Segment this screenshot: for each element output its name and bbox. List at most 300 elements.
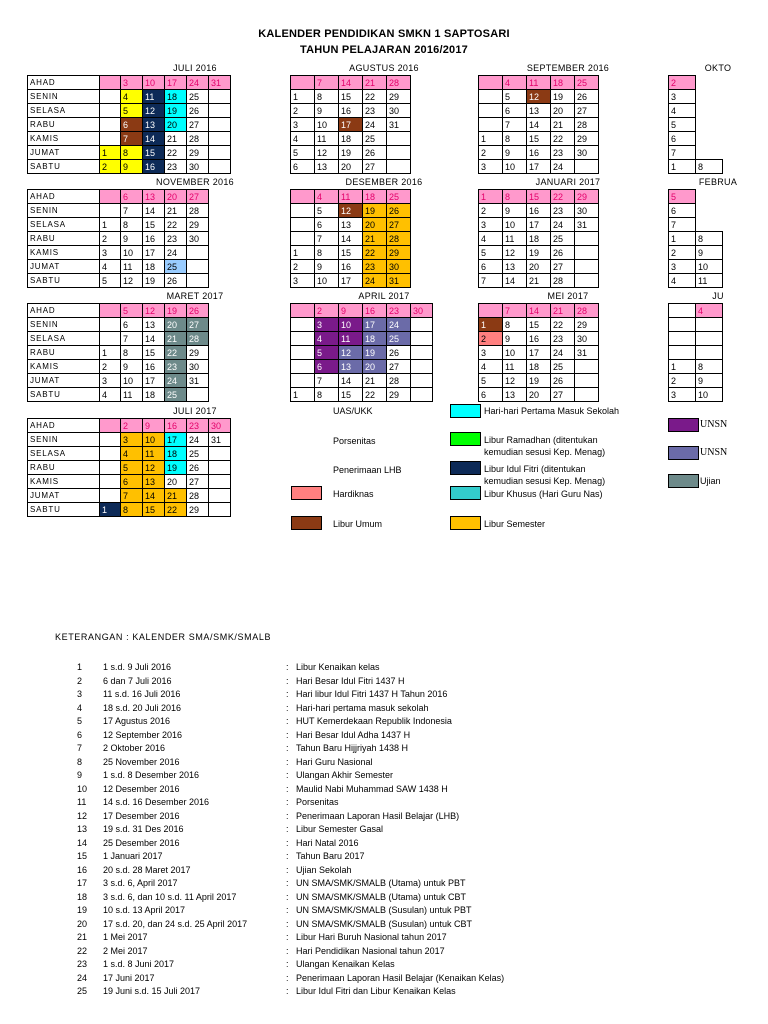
date-cell: 19 bbox=[551, 90, 575, 104]
item-number: 13 bbox=[77, 824, 88, 834]
date-cell: 13 bbox=[503, 388, 527, 402]
date-cell: 11 bbox=[143, 90, 165, 104]
date-cell: 8 bbox=[121, 218, 143, 232]
date-cell: 29 bbox=[387, 388, 411, 402]
date-cell: 28 bbox=[187, 489, 209, 503]
date-cell: 23 bbox=[363, 260, 387, 274]
date-cell bbox=[209, 118, 231, 132]
date-cell bbox=[411, 360, 433, 374]
date-cell: 2 bbox=[291, 104, 315, 118]
date-cell: 15 bbox=[339, 90, 363, 104]
item-colon: : bbox=[286, 729, 289, 740]
item-date: 12 Desember 2016 bbox=[103, 783, 180, 794]
item-colon: : bbox=[286, 810, 289, 821]
date-cell: 24 bbox=[363, 118, 387, 132]
date-cell: 24 bbox=[165, 374, 187, 388]
date-cell: 25 bbox=[551, 232, 575, 246]
month-title: AGUSTUS 2016 bbox=[349, 63, 419, 73]
item-description: Hari Natal 2016 bbox=[296, 837, 359, 848]
item-number: 12 bbox=[77, 810, 88, 821]
date-cell bbox=[411, 318, 433, 332]
date-cell: 14 bbox=[143, 332, 165, 346]
month-table bbox=[290, 189, 411, 288]
date-cell bbox=[209, 489, 231, 503]
date-cell: 3 bbox=[479, 160, 503, 174]
date-cell bbox=[100, 419, 121, 433]
legend-porsenitas-label: Porsenitas bbox=[333, 436, 376, 446]
item-colon: : bbox=[286, 743, 289, 753]
date-cell: 7 bbox=[121, 332, 143, 346]
month-table bbox=[668, 303, 723, 402]
date-cell: 17 bbox=[363, 318, 387, 332]
date-cell: 17 bbox=[527, 218, 551, 232]
date-cell: 17 bbox=[339, 118, 363, 132]
date-cell: 3 bbox=[479, 346, 503, 360]
date-cell bbox=[479, 304, 503, 318]
date-cell: 23 bbox=[165, 360, 187, 374]
date-cell: 31 bbox=[209, 76, 231, 90]
item-date: 17 s.d. 20, dan 24 s.d. 25 April 2017 bbox=[103, 918, 248, 929]
day-label: SABTU bbox=[28, 503, 100, 517]
date-cell: 25 bbox=[387, 332, 411, 346]
month-table bbox=[27, 303, 209, 402]
date-cell: 11 bbox=[121, 260, 143, 274]
date-cell: 22 bbox=[165, 218, 187, 232]
date-cell: 2 bbox=[315, 304, 339, 318]
date-cell bbox=[209, 447, 231, 461]
legend-unsn-susulan-swatch bbox=[668, 446, 699, 460]
item-colon: : bbox=[286, 864, 289, 875]
date-cell: 9 bbox=[315, 260, 339, 274]
date-cell: 18 bbox=[363, 190, 387, 204]
date-cell: 25 bbox=[387, 190, 411, 204]
date-cell bbox=[291, 374, 315, 388]
item-colon: : bbox=[286, 783, 289, 794]
date-cell: 12 bbox=[315, 146, 339, 160]
date-cell: 15 bbox=[527, 190, 551, 204]
date-cell bbox=[669, 346, 696, 360]
date-cell: 16 bbox=[363, 304, 387, 318]
date-cell: 17 bbox=[527, 160, 551, 174]
date-cell bbox=[575, 274, 599, 288]
date-cell: 21 bbox=[551, 118, 575, 132]
date-cell bbox=[669, 318, 696, 332]
date-cell: 9 bbox=[121, 160, 143, 174]
day-label: SENIN bbox=[28, 433, 100, 447]
date-cell: 1 bbox=[669, 360, 696, 374]
date-cell: 21 bbox=[165, 332, 187, 346]
date-cell: 8 bbox=[121, 346, 143, 360]
day-label: RABU bbox=[28, 461, 100, 475]
date-cell: 14 bbox=[339, 232, 363, 246]
date-cell: 4 bbox=[479, 360, 503, 374]
date-cell: 16 bbox=[527, 146, 551, 160]
date-cell bbox=[387, 132, 411, 146]
date-cell: 14 bbox=[339, 76, 363, 90]
date-cell bbox=[479, 76, 503, 90]
date-cell: 12 bbox=[121, 274, 143, 288]
date-cell bbox=[291, 218, 315, 232]
date-cell: 6 bbox=[315, 218, 339, 232]
month-table bbox=[27, 75, 231, 174]
day-label: SABTU bbox=[28, 274, 100, 288]
date-cell: 18 bbox=[363, 332, 387, 346]
date-cell: 26 bbox=[387, 346, 411, 360]
date-cell: 21 bbox=[527, 274, 551, 288]
date-cell: 31 bbox=[187, 374, 209, 388]
date-cell: 21 bbox=[363, 374, 387, 388]
item-description: Tahun Baru Hijjriyah 1438 H bbox=[296, 743, 409, 753]
date-cell: 26 bbox=[363, 146, 387, 160]
date-cell: 21 bbox=[551, 304, 575, 318]
date-cell: 12 bbox=[503, 246, 527, 260]
date-cell: 3 bbox=[291, 274, 315, 288]
date-cell: 3 bbox=[315, 318, 339, 332]
date-cell: 24 bbox=[187, 76, 209, 90]
item-colon: : bbox=[286, 905, 289, 915]
date-cell: 2 bbox=[121, 419, 143, 433]
date-cell: 26 bbox=[551, 374, 575, 388]
date-cell: 13 bbox=[527, 104, 551, 118]
item-number: 19 bbox=[77, 905, 88, 915]
month-table bbox=[27, 189, 209, 288]
date-cell bbox=[100, 190, 121, 204]
calendar-title: KALENDER PENDIDIKAN SMKN 1 SAPTOSARI bbox=[258, 28, 510, 40]
item-date: 17 Juni 2017 bbox=[103, 972, 155, 983]
date-cell: 10 bbox=[121, 374, 143, 388]
date-cell: 24 bbox=[551, 218, 575, 232]
date-cell: 1 bbox=[291, 388, 315, 402]
month-title: MARET 2017 bbox=[166, 291, 224, 301]
date-cell: 16 bbox=[143, 360, 165, 374]
item-description: Hari Guru Nasional bbox=[296, 756, 373, 767]
legend-libur-umum-label: Libur Umum bbox=[333, 519, 383, 529]
date-cell: 2 bbox=[291, 260, 315, 274]
date-cell: 30 bbox=[575, 146, 599, 160]
item-description: Tahun Baru 2017 bbox=[296, 851, 365, 861]
date-cell bbox=[387, 160, 411, 174]
day-label: SABTU bbox=[28, 160, 100, 174]
date-cell: 2 bbox=[479, 146, 503, 160]
date-cell bbox=[100, 489, 121, 503]
date-cell: 28 bbox=[187, 132, 209, 146]
date-cell: 6 bbox=[121, 118, 143, 132]
date-cell: 20 bbox=[527, 260, 551, 274]
date-cell: 19 bbox=[527, 246, 551, 260]
date-cell: 5 bbox=[479, 374, 503, 388]
date-cell: 30 bbox=[187, 232, 209, 246]
item-number: 16 bbox=[77, 864, 88, 875]
date-cell: 29 bbox=[187, 346, 209, 360]
item-description: Ulangan Kenaikan Kelas bbox=[296, 959, 395, 969]
date-cell: 7 bbox=[121, 132, 143, 146]
date-cell: 5 bbox=[669, 190, 696, 204]
date-cell: 26 bbox=[187, 104, 209, 118]
date-cell: 19 bbox=[165, 104, 187, 118]
date-cell: 17 bbox=[143, 246, 165, 260]
date-cell: 19 bbox=[363, 204, 387, 218]
legend-unsn-utama-swatch bbox=[668, 418, 699, 432]
date-cell bbox=[100, 318, 121, 332]
day-label: RABU bbox=[28, 118, 100, 132]
date-cell: 22 bbox=[551, 318, 575, 332]
day-label: KAMIS bbox=[28, 132, 100, 146]
date-cell: 22 bbox=[551, 190, 575, 204]
date-cell: 6 bbox=[479, 388, 503, 402]
legend-idul-fitri-label-2: kemudian sesusi Kep. Menag) bbox=[484, 476, 606, 486]
date-cell: 13 bbox=[143, 475, 165, 489]
item-description: Hari-hari pertama masuk sekolah bbox=[296, 702, 429, 713]
item-date: 1 s.d. 8 Desember 2016 bbox=[103, 770, 200, 780]
date-cell: 14 bbox=[503, 274, 527, 288]
date-cell: 14 bbox=[527, 304, 551, 318]
date-cell: 19 bbox=[143, 274, 165, 288]
date-cell: 21 bbox=[165, 489, 187, 503]
item-number: 15 bbox=[77, 851, 88, 861]
date-cell: 15 bbox=[143, 218, 165, 232]
date-cell: 26 bbox=[575, 90, 599, 104]
date-cell: 12 bbox=[143, 461, 165, 475]
item-colon: : bbox=[286, 918, 289, 929]
item-number: 4 bbox=[77, 702, 83, 713]
legend-idul-fitri-label-1: Libur Idul Fitri (ditentukan bbox=[484, 464, 586, 474]
legend-ramadhan-label-2: kemudian sesusi Kep. Menag) bbox=[484, 447, 606, 457]
date-cell: 4 bbox=[121, 90, 143, 104]
item-number: 20 bbox=[77, 918, 88, 929]
date-cell: 18 bbox=[527, 232, 551, 246]
date-cell: 4 bbox=[669, 274, 696, 288]
legend-ujian-label: Ujian bbox=[700, 476, 721, 486]
date-cell: 30 bbox=[187, 360, 209, 374]
month-table bbox=[478, 75, 599, 174]
date-cell: 5 bbox=[121, 104, 143, 118]
date-cell: 17 bbox=[165, 76, 187, 90]
date-cell bbox=[291, 360, 315, 374]
item-description: Maulid Nabi Muhammad SAW 1438 H bbox=[296, 783, 448, 794]
item-date: 3 s.d. 6, dan 10 s.d. 11 April 2017 bbox=[103, 891, 237, 902]
date-cell bbox=[291, 76, 315, 90]
item-number: 1 bbox=[77, 662, 83, 672]
date-cell: 8 bbox=[503, 318, 527, 332]
day-label: SELASA bbox=[28, 218, 100, 232]
date-cell bbox=[575, 388, 599, 402]
month-title: JU bbox=[712, 291, 724, 301]
date-cell: 27 bbox=[187, 190, 209, 204]
date-cell: 12 bbox=[339, 204, 363, 218]
date-cell bbox=[100, 475, 121, 489]
month-table bbox=[290, 75, 411, 174]
item-date: 25 Desember 2016 bbox=[103, 837, 180, 848]
date-cell: 4 bbox=[100, 388, 121, 402]
item-number: 23 bbox=[77, 959, 88, 969]
item-description: Porsenitas bbox=[296, 797, 339, 807]
date-cell: 26 bbox=[551, 246, 575, 260]
date-cell: 3 bbox=[669, 388, 696, 402]
date-cell: 6 bbox=[121, 475, 143, 489]
date-cell bbox=[209, 90, 231, 104]
date-cell: 10 bbox=[143, 76, 165, 90]
date-cell: 17 bbox=[527, 346, 551, 360]
date-cell: 26 bbox=[187, 304, 209, 318]
date-cell: 13 bbox=[503, 260, 527, 274]
date-cell: 20 bbox=[363, 218, 387, 232]
month-table bbox=[478, 303, 599, 402]
date-cell: 12 bbox=[339, 346, 363, 360]
date-cell: 19 bbox=[165, 304, 187, 318]
date-cell bbox=[575, 260, 599, 274]
date-cell: 7 bbox=[315, 232, 339, 246]
date-cell: 27 bbox=[551, 388, 575, 402]
date-cell: 9 bbox=[696, 246, 723, 260]
item-date: 18 s.d. 20 Juli 2016 bbox=[103, 702, 182, 713]
legend-uas-label: UAS/UKK bbox=[333, 406, 373, 416]
date-cell: 4 bbox=[503, 76, 527, 90]
date-cell: 1 bbox=[100, 503, 121, 517]
date-cell: 20 bbox=[165, 318, 187, 332]
day-label: SELASA bbox=[28, 447, 100, 461]
legend-ujian-swatch bbox=[668, 474, 699, 488]
date-cell: 11 bbox=[339, 332, 363, 346]
date-cell: 22 bbox=[363, 388, 387, 402]
date-cell: 25 bbox=[165, 260, 187, 274]
date-cell: 21 bbox=[363, 76, 387, 90]
item-colon: : bbox=[286, 716, 289, 726]
date-cell: 22 bbox=[165, 346, 187, 360]
legend-idul-fitri-swatch bbox=[450, 461, 481, 475]
day-label: SELASA bbox=[28, 104, 100, 118]
date-cell: 1 bbox=[669, 160, 696, 174]
date-cell: 15 bbox=[143, 346, 165, 360]
item-colon: : bbox=[286, 851, 289, 861]
date-cell: 16 bbox=[339, 260, 363, 274]
date-cell: 11 bbox=[339, 190, 363, 204]
date-cell bbox=[291, 204, 315, 218]
item-date: 11 s.d. 16 Juli 2016 bbox=[103, 689, 181, 699]
date-cell: 15 bbox=[527, 318, 551, 332]
date-cell: 4 bbox=[696, 304, 723, 318]
date-cell: 8 bbox=[696, 160, 723, 174]
date-cell: 14 bbox=[527, 118, 551, 132]
date-cell: 2 bbox=[100, 360, 121, 374]
date-cell: 24 bbox=[363, 274, 387, 288]
date-cell: 10 bbox=[696, 260, 723, 274]
date-cell: 10 bbox=[315, 118, 339, 132]
date-cell bbox=[209, 146, 231, 160]
date-cell: 27 bbox=[387, 360, 411, 374]
legend-unsn-susulan-label: UNSN bbox=[700, 447, 728, 458]
date-cell: 7 bbox=[121, 204, 143, 218]
date-cell: 5 bbox=[121, 304, 143, 318]
date-cell: 23 bbox=[187, 419, 209, 433]
item-description: Libur Kenaikan kelas bbox=[296, 662, 380, 672]
date-cell: 8 bbox=[696, 232, 723, 246]
day-label: KAMIS bbox=[28, 475, 100, 489]
day-label: JUMAT bbox=[28, 374, 100, 388]
item-description: UN SMA/SMK/SMALB (Utama) untuk PBT bbox=[296, 878, 466, 888]
date-cell: 13 bbox=[143, 118, 165, 132]
date-cell bbox=[100, 433, 121, 447]
date-cell bbox=[411, 374, 433, 388]
date-cell: 5 bbox=[479, 246, 503, 260]
day-label: AHAD bbox=[28, 304, 100, 318]
month-table bbox=[290, 303, 433, 402]
item-description: Ujian Sekolah bbox=[296, 864, 352, 875]
date-cell bbox=[100, 90, 121, 104]
date-cell: 5 bbox=[121, 461, 143, 475]
date-cell: 8 bbox=[315, 388, 339, 402]
date-cell: 17 bbox=[143, 374, 165, 388]
legend-unsn-utama-label: UNSN bbox=[700, 419, 728, 430]
item-description: Penerimaan Laporan Hasil Belajar (LHB) bbox=[296, 810, 460, 821]
month-title: MEI 2017 bbox=[547, 291, 589, 301]
item-number: 24 bbox=[77, 972, 88, 983]
date-cell: 7 bbox=[315, 76, 339, 90]
date-cell bbox=[209, 461, 231, 475]
date-cell: 28 bbox=[387, 76, 411, 90]
date-cell: 24 bbox=[551, 160, 575, 174]
date-cell: 15 bbox=[143, 146, 165, 160]
date-cell: 4 bbox=[315, 332, 339, 346]
date-cell: 3 bbox=[479, 218, 503, 232]
date-cell: 6 bbox=[669, 132, 696, 146]
item-description: HUT Kemerdekaan Republik Indonesia bbox=[296, 716, 452, 726]
date-cell bbox=[291, 190, 315, 204]
date-cell: 27 bbox=[187, 318, 209, 332]
date-cell: 24 bbox=[165, 246, 187, 260]
date-cell: 5 bbox=[100, 274, 121, 288]
date-cell: 8 bbox=[315, 246, 339, 260]
legend-lhb-label: Penerimaan LHB bbox=[333, 465, 402, 475]
item-date: 14 s.d. 16 Desember 2016 bbox=[103, 797, 210, 807]
date-cell: 5 bbox=[291, 146, 315, 160]
date-cell bbox=[187, 274, 209, 288]
date-cell: 8 bbox=[121, 503, 143, 517]
date-cell: 9 bbox=[143, 419, 165, 433]
date-cell: 11 bbox=[315, 132, 339, 146]
date-cell bbox=[100, 204, 121, 218]
date-cell bbox=[100, 304, 121, 318]
month-title: JULI 2017 bbox=[173, 406, 217, 416]
date-cell bbox=[291, 304, 315, 318]
date-cell: 11 bbox=[503, 360, 527, 374]
date-cell: 24 bbox=[551, 346, 575, 360]
date-cell: 4 bbox=[315, 190, 339, 204]
date-cell: 8 bbox=[121, 146, 143, 160]
item-date: 25 November 2016 bbox=[103, 756, 180, 767]
date-cell: 17 bbox=[339, 274, 363, 288]
date-cell: 30 bbox=[575, 332, 599, 346]
item-number: 17 bbox=[77, 878, 88, 888]
item-number: 14 bbox=[77, 837, 88, 848]
date-cell: 24 bbox=[187, 433, 209, 447]
date-cell bbox=[187, 388, 209, 402]
item-date: 17 Desember 2016 bbox=[103, 810, 180, 821]
date-cell: 27 bbox=[363, 160, 387, 174]
date-cell bbox=[575, 360, 599, 374]
date-cell: 1 bbox=[479, 132, 503, 146]
date-cell bbox=[696, 346, 723, 360]
date-cell: 10 bbox=[696, 388, 723, 402]
item-description: Hari Besar Idul Fitri 1437 H bbox=[296, 675, 405, 686]
item-number: 22 bbox=[77, 945, 88, 956]
date-cell: 1 bbox=[291, 246, 315, 260]
date-cell bbox=[291, 332, 315, 346]
date-cell: 4 bbox=[291, 132, 315, 146]
date-cell: 11 bbox=[121, 388, 143, 402]
date-cell: 9 bbox=[503, 204, 527, 218]
date-cell: 16 bbox=[143, 160, 165, 174]
date-cell bbox=[575, 246, 599, 260]
